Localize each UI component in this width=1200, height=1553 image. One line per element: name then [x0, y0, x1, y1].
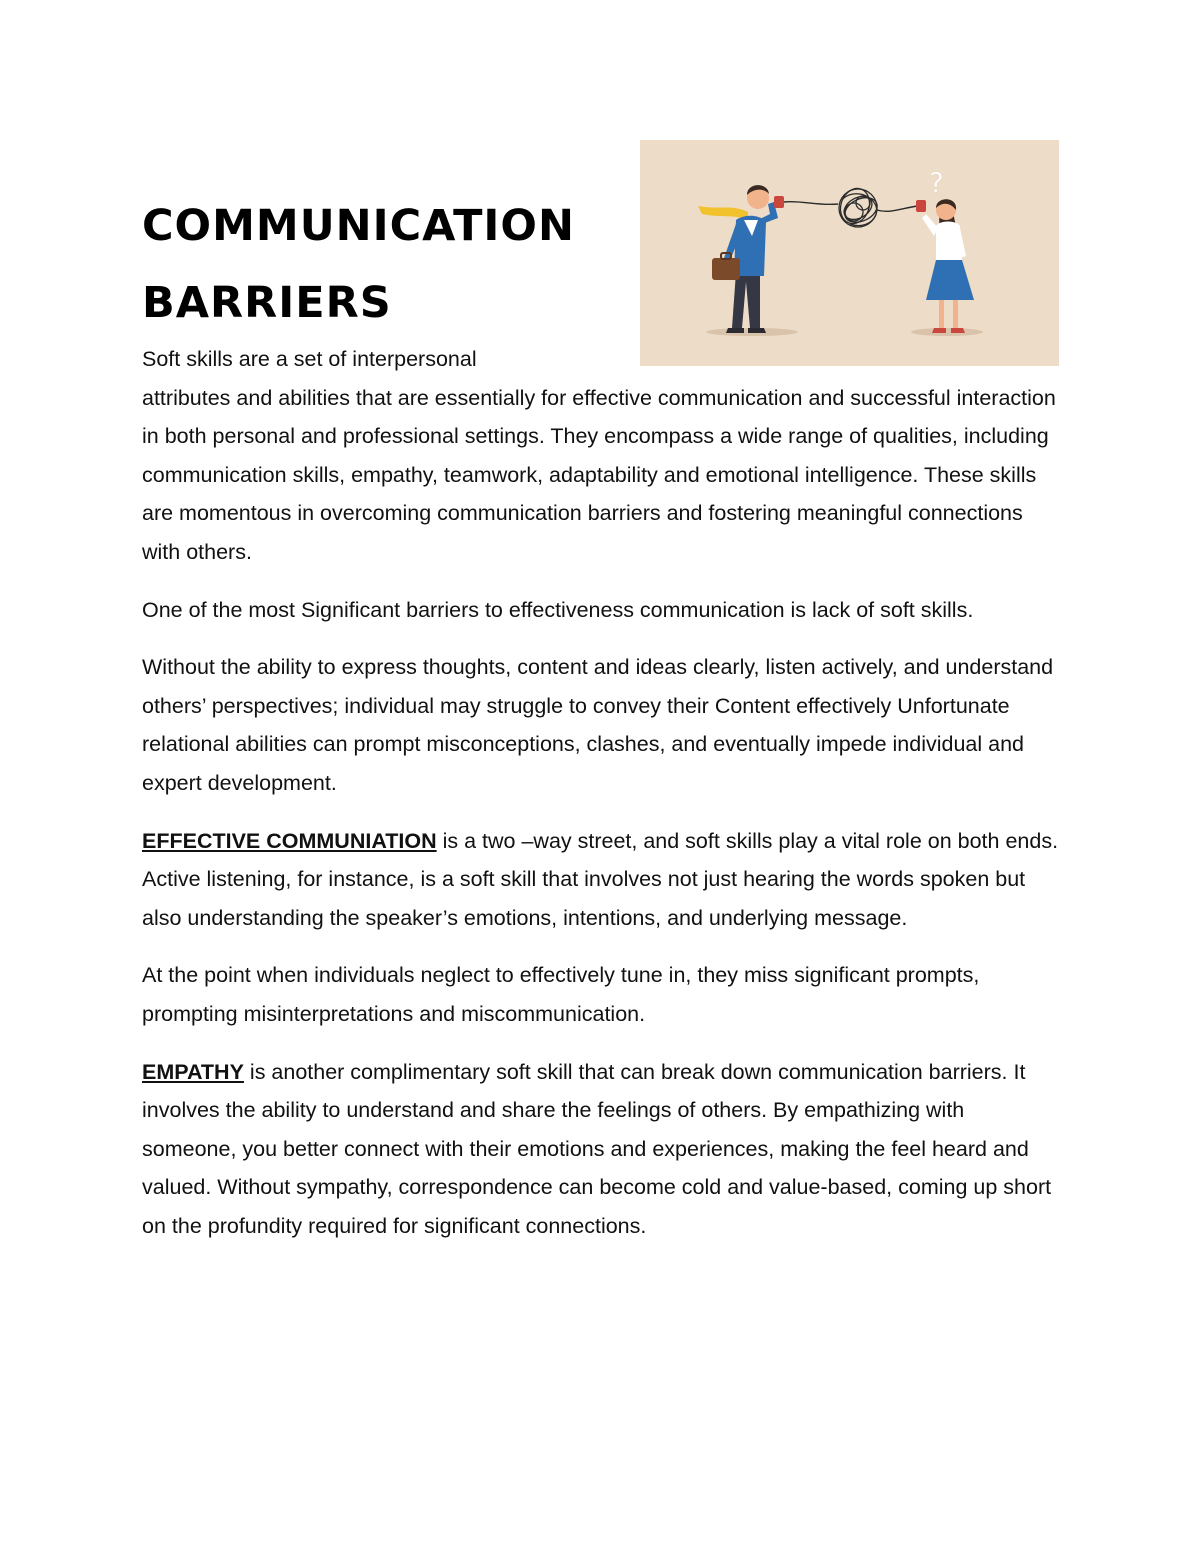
term-empathy: EMPATHY — [142, 1059, 244, 1084]
term-effective-communication: EFFECTIVE COMMUNIATION — [142, 828, 437, 853]
paragraph-6 — [142, 1053, 1062, 1246]
paragraph-6-text: is another complimentary soft skill that can break down communication barriers. It involves the ability to understand and share the feelings of others. By empathizing with someone, you better connect with their emotions and experiences, making the feel heard and valued. Without sympathy, correspondence can become cold and value-based, coming up short on the profundity required for significant connections. — [142, 1059, 1052, 1238]
page-title — [142, 188, 575, 342]
paragraph-2: One of the most Significant barriers to effectiveness communication is lack of soft skills. — [142, 597, 974, 622]
title-line-1: COMMUNICATION — [142, 201, 575, 251]
paragraph-3: Without the ability to express thoughts, content and ideas clearly, listen actively, and understand others’ perspectives; individual may struggle to convey their Content effectively Unfortunate relational abilities can prompt misconceptions, clashes, and eventually impede individual and expert development. — [142, 655, 1054, 795]
svg-text:?: ? — [929, 166, 944, 199]
document-body — [142, 340, 1062, 1264]
paragraph-4 — [142, 822, 1062, 938]
paragraph-1: attributes and abilities that are essentially for effective communication and successful interaction in both personal and professional settings. They encompass a wide range of qualities, including communication skills, empathy, teamwork, adaptability and emotional intelligence. These skills are momentous in overcoming communication barriers and fostering meaningful connections with others. — [142, 385, 1056, 564]
paragraph-5: At the point when individuals neglect to effectively tune in, they miss significant prompts, prompting misinterpretations and miscommunication. — [142, 963, 980, 1026]
title-line-2: BARRIERS — [142, 278, 392, 328]
communication-barrier-illustration — [640, 140, 1059, 366]
paragraph-4-text: is a two –way street, and soft skills play a vital role on both ends. Active listening, for instance, is a soft skill that involves not just hearing the words spoken but also understanding the speaker’s emotions, intentions, and underlying message. — [142, 828, 1059, 930]
paragraph-1-lead: Soft skills are a set of interpersonal — [142, 347, 477, 371]
communication-barrier-illustration-icon — [640, 140, 1059, 366]
